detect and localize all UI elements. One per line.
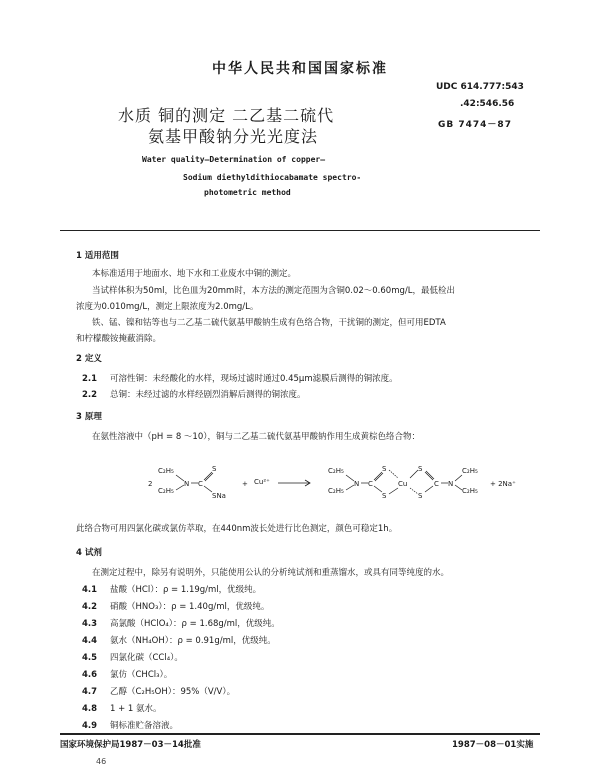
section-1-paragraph: 当试样体积为50ml，比色皿为20mm时，本方法的测定范围为含铜0.02～0.60mg/L，最低检出	[92, 286, 455, 296]
reagent-text: 硝酸（HNO₃）：ρ = 1.40g/ml，优级纯。	[110, 602, 270, 612]
definition-text: 总铜：未经过滤的水样经剧烈消解后测得的铜浓度。	[110, 390, 306, 400]
section-3-heading: 3 原理	[76, 412, 102, 422]
reagent-item	[82, 651, 183, 663]
section-1-paragraph: 铁、锰、镍和钴等也与二乙基二硫代氨基甲酸钠生成有色络合物，干扰铜的测定，但可用EDTA	[92, 318, 446, 328]
reaction-nitrogen: N	[448, 480, 454, 488]
section-1-paragraph: 和柠檬酸铵掩蔽消除。	[76, 334, 162, 344]
footer-divider	[60, 733, 540, 735]
reagent-item	[82, 600, 269, 612]
reaction-sulfur: S	[382, 492, 387, 500]
reaction-copper-ion: Cu²⁺	[254, 478, 270, 486]
reaction-sodium-product: + 2Na⁺	[490, 480, 516, 488]
reaction-nitrogen: N	[354, 480, 360, 488]
reagent-number: 4.9	[82, 721, 98, 731]
reaction-ethyl-group: C₂H₅	[328, 467, 344, 475]
header-divider	[60, 230, 540, 231]
reagent-item	[82, 685, 235, 697]
page-title-line1: 水质 铜的测定 二乙基二硫代	[118, 106, 335, 125]
definition-number: 2.1	[82, 374, 98, 384]
reagent-text: 盐酸（HCl）：ρ = 1.19g/ml，优级纯。	[110, 585, 262, 595]
reaction-ethyl-group: C₂H₅	[158, 467, 174, 475]
definition-item	[82, 372, 398, 384]
section-2-heading: 2 定义	[76, 354, 102, 364]
reaction-carbon: C	[434, 480, 439, 488]
definition-text: 可溶性铜：未经酸化的水样，现场过滤时通过0.45μm滤膜后测得的铜浓度。	[110, 374, 398, 384]
reaction-carbon: C	[198, 480, 203, 488]
reaction-sodium-thiolate: SNa	[212, 492, 226, 500]
reaction-sulfur: S	[382, 465, 387, 473]
reaction-equation	[60, 460, 540, 502]
section-1-paragraph: 浓度为0.010mg/L，测定上限浓度为2.0mg/L。	[76, 302, 259, 312]
reaction-ethyl-group: C₂H₅	[462, 487, 478, 495]
reagent-number: 4.4	[82, 636, 98, 646]
reagent-number: 4.8	[82, 704, 98, 714]
reaction-ethyl-group: C₂H₅	[158, 487, 174, 495]
reagent-item	[82, 634, 276, 646]
reaction-nitrogen: N	[184, 480, 190, 488]
reaction-ethyl-group: C₂H₅	[328, 487, 344, 495]
udc-code-line2: .42:546.56	[460, 99, 515, 109]
reagent-number: 4.5	[82, 653, 98, 663]
reagent-item	[82, 668, 172, 680]
english-title-line3: photometric method	[204, 188, 291, 197]
standard-publisher: 中华人民共和国国家标准	[212, 61, 388, 77]
reagent-item	[82, 617, 280, 629]
section-1-heading: 1 适用范围	[76, 251, 119, 261]
reaction-sulfur: S	[418, 465, 423, 473]
reaction-coefficient: 2	[148, 480, 153, 488]
definition-item	[82, 388, 306, 400]
reagent-number: 4.2	[82, 602, 98, 612]
reagent-number: 4.1	[82, 585, 98, 595]
reagent-item	[82, 719, 178, 731]
reaction-sulfur: S	[212, 465, 217, 473]
reagent-text: 氨水（NH₄OH）：ρ = 0.91g/ml，优级纯。	[110, 636, 276, 646]
reagent-number: 4.3	[82, 619, 98, 629]
reagent-text: 四氯化碳（CCl₄）。	[110, 653, 183, 663]
reagent-item	[82, 583, 261, 595]
reagent-text: 氯仿（CHCl₃）。	[110, 670, 173, 680]
udc-code-line1: UDC 614.777:543	[436, 82, 524, 92]
reaction-copper-center: Cu	[398, 480, 408, 488]
section-4-heading: 4 试剂	[76, 548, 102, 558]
reagent-text: 1 + 1 氨水。	[110, 704, 162, 714]
section-1-paragraph: 本标准适用于地面水、地下水和工业废水中铜的测定。	[92, 269, 297, 279]
reaction-plus: +	[242, 480, 248, 488]
reagent-item	[82, 702, 162, 714]
page-number: 46	[96, 757, 107, 766]
section-3-paragraph: 在氨性溶液中（pH = 8 ～10），铜与二乙基二硫代氨基甲酸钠作用生成黄棕色络合物：	[92, 432, 420, 442]
section-4-intro: 在测定过程中，除另有说明外，只能使用公认的分析纯试剂和重蒸馏水，或具有同等纯度的水。	[92, 568, 450, 578]
reagent-text: 乙醇（C₂H₅OH）：95%（V/V）。	[110, 687, 236, 697]
definition-number: 2.2	[82, 390, 98, 400]
english-title-line1: Water quality—Determination of copper—	[142, 155, 326, 164]
reaction-sulfur: S	[418, 492, 423, 500]
gb-code: GB 7474－87	[438, 120, 512, 130]
reagent-text: 铜标准贮备溶液。	[110, 721, 179, 731]
page-title-line2: 氨基甲酸钠分光光度法	[148, 127, 319, 146]
section-3-paragraph: 此络合物可用四氯化碳或氯仿萃取，在440nm波长处进行比色测定，颜色可稳定1h。	[76, 524, 398, 534]
reagent-number: 4.6	[82, 670, 98, 680]
reaction-carbon: C	[368, 480, 373, 488]
reaction-ethyl-group: C₂H₅	[462, 467, 478, 475]
reagent-number: 4.7	[82, 687, 98, 697]
reagent-text: 高氯酸（HClO₄）：ρ = 1.68g/ml，优级纯。	[110, 619, 280, 629]
approval-info: 国家环境保护局1987－03－14批准	[60, 740, 201, 750]
implementation-date: 1987－08－01实施	[452, 740, 534, 750]
english-title-line2: Sodium diethyldithiocabamate spectro-	[183, 173, 362, 182]
